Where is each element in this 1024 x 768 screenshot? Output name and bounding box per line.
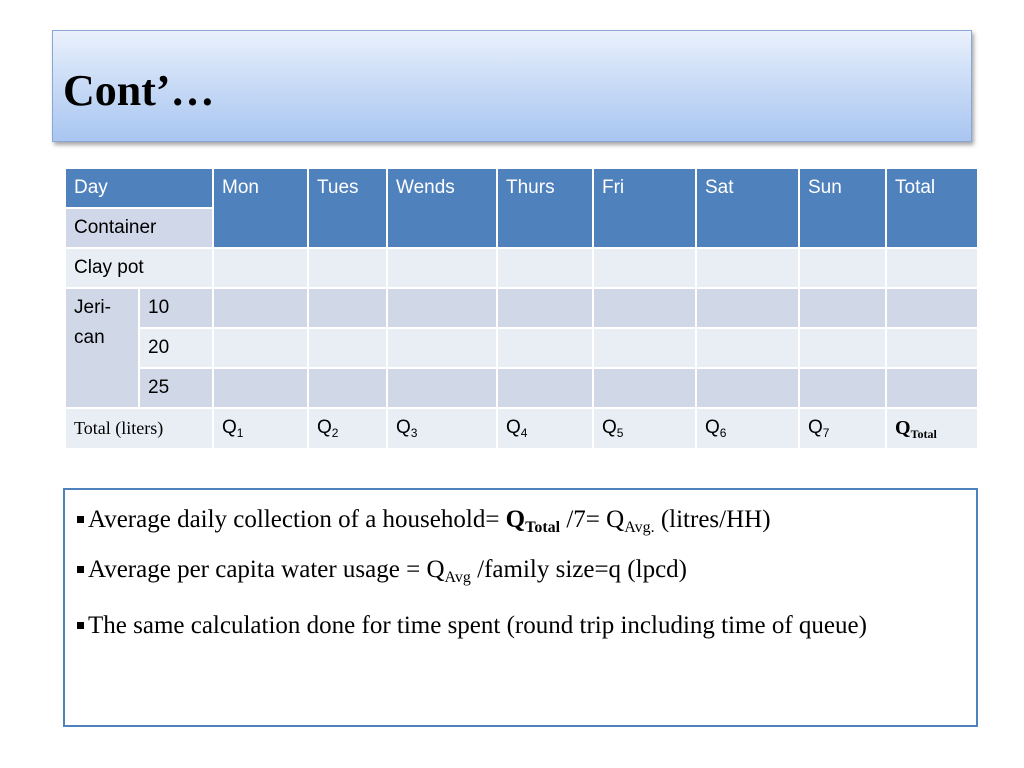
table-cell [213,328,308,368]
header-mon: Mon [213,168,308,248]
jerican-size-25: 25 [139,368,213,408]
note-per-capita: Average per capita water usage = $Q_{Avg}$ /family size=q (lpcd) [75,542,966,598]
table-cell [497,328,593,368]
title-banner [52,30,972,142]
table-cell [799,288,886,328]
table-cell [696,288,799,328]
header-row [65,168,978,208]
q-fri: $Q_5$ [593,408,696,449]
table-cell [799,368,886,408]
q-thurs: $Q_4$ [497,408,593,449]
table-cell [387,368,497,408]
table-cell [593,368,696,408]
table-cell [886,368,978,408]
table-cell [213,248,308,288]
table-cell [799,248,886,288]
table-row [65,368,978,408]
clay-pot-label: Clay pot [65,248,213,288]
note-daily-collection: Average daily collection of a household= $Q_{Total}$ $/7= Q_{Avg.}$ (litres/HH) [75,498,966,542]
q-sat: $Q_6$ [696,408,799,449]
table-cell [593,248,696,288]
table-cell [886,248,978,288]
square-bullet-icon [77,516,84,523]
slide-title: Cont’… [63,66,215,115]
jerican-size-20: 20 [139,328,213,368]
table-cell [387,288,497,328]
table-cell [213,368,308,408]
square-bullet-icon [77,622,84,629]
total-row [65,408,978,449]
note-time-spent: The same calculation done for time spent (round trip including time of queue) [75,598,966,653]
table-cell [497,248,593,288]
container-cell: Container [65,208,213,248]
q-sun: $Q_7$ [799,408,886,449]
q-total: $Q_{Total}$ [886,408,978,449]
q-mon: $Q_1$ [213,408,308,449]
table-row [65,288,978,328]
q-wends: $Q_3$ [387,408,497,449]
table-cell [886,288,978,328]
q-tues: $Q_2$ [308,408,387,449]
header-fri: Fri [593,168,696,248]
table-cell [497,368,593,408]
table-cell [593,328,696,368]
square-bullet-icon [77,566,84,573]
header-total: Total [886,168,978,248]
header-thurs: Thurs [497,168,593,248]
table-cell [799,328,886,368]
table-cell [593,288,696,328]
jerican-label: Jeri- can [65,288,139,408]
table-cell [213,288,308,328]
total-liters-label: Total (liters) [65,408,213,449]
table-cell [497,288,593,328]
table-cell [308,248,387,288]
header-wends: Wends [387,168,497,248]
table-row [65,328,978,368]
table-cell [308,328,387,368]
table-cell [696,328,799,368]
header-sun: Sun [799,168,886,248]
table-cell [308,288,387,328]
table-cell [696,248,799,288]
table-cell [308,368,387,408]
table-cell [696,368,799,408]
jerican-size-10: 10 [139,288,213,328]
collection-table [64,167,979,450]
table-cell [387,248,497,288]
table-row [65,248,978,288]
table-cell [886,328,978,368]
notes-box [63,488,978,727]
header-sat: Sat [696,168,799,248]
header-tues: Tues [308,168,387,248]
table-cell [387,328,497,368]
header-day-cell: Day [65,168,213,208]
